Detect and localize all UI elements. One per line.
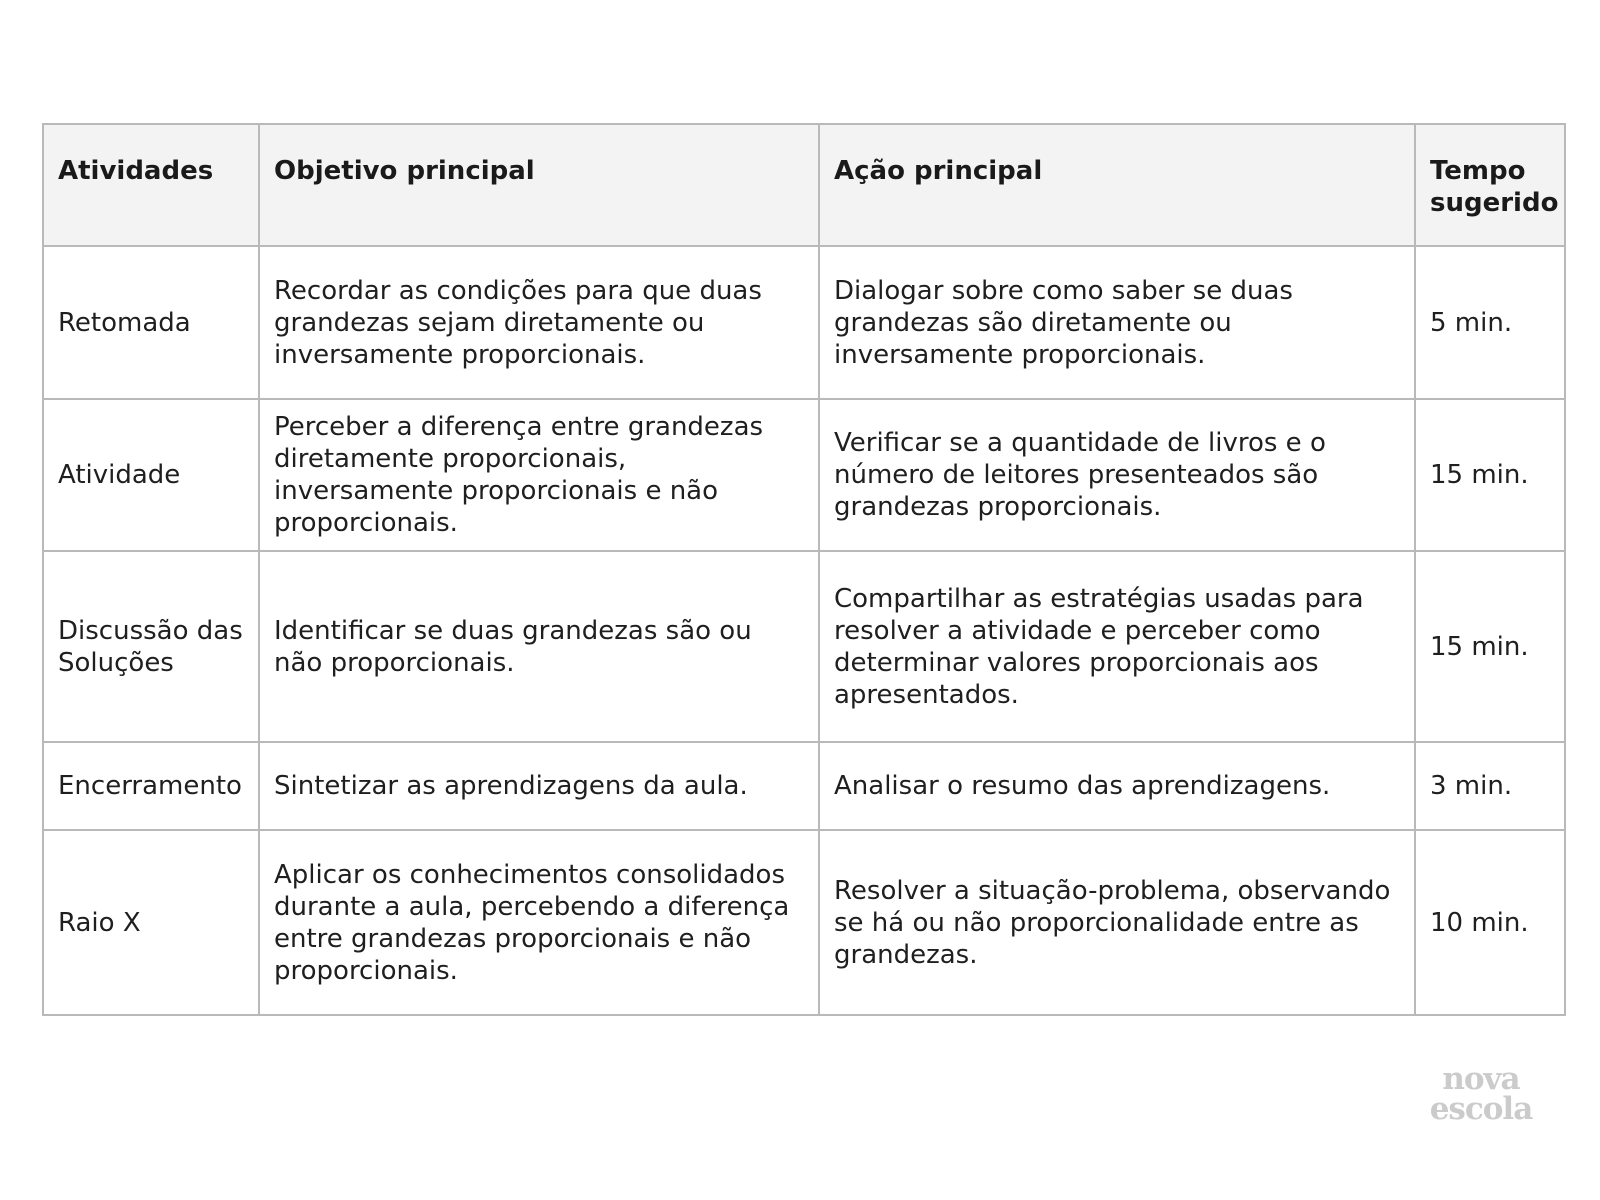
- header-atividades: Atividades: [43, 124, 259, 246]
- logo-line-nova: nova: [1442, 1061, 1520, 1097]
- cell-tempo: 5 min.: [1415, 246, 1565, 399]
- header-acao: Ação principal: [819, 124, 1415, 246]
- cell-objetivo: Identificar se duas grandezas são ou não proporcionais.: [259, 551, 819, 742]
- logo-line-escola: escola: [1429, 1091, 1533, 1127]
- cell-tempo: 3 min.: [1415, 742, 1565, 830]
- cell-atividade: Atividade: [43, 399, 259, 551]
- cell-tempo: 15 min.: [1415, 551, 1565, 742]
- table-header-row: [43, 124, 1565, 246]
- header-tempo: Tempo sugerido: [1415, 124, 1565, 246]
- table-row: [43, 830, 1565, 1015]
- table-row: [43, 551, 1565, 742]
- cell-objetivo: Aplicar os conhecimentos consolidados durante a aula, percebendo a diferença entre grandezas proporcionais e não proporcionais.: [259, 830, 819, 1015]
- cell-acao: Verificar se a quantidade de livros e o número de leitores presenteados são grandezas proporcionais.: [819, 399, 1415, 551]
- cell-tempo: 15 min.: [1415, 399, 1565, 551]
- cell-acao: Analisar o resumo das aprendizagens.: [819, 742, 1415, 830]
- cell-acao: Dialogar sobre como saber se duas grandezas são diretamente ou inversamente proporcionais.: [819, 246, 1415, 399]
- cell-acao: Resolver a situação-problema, observando se há ou não proporcionalidade entre as grandezas.: [819, 830, 1415, 1015]
- lesson-plan-table: [42, 123, 1566, 1016]
- cell-objetivo: Sintetizar as aprendizagens da aula.: [259, 742, 819, 830]
- table-row: [43, 399, 1565, 551]
- table-row: [43, 246, 1565, 399]
- header-objetivo: Objetivo principal: [259, 124, 819, 246]
- nova-escola-logo: [1416, 1061, 1546, 1127]
- cell-atividade: Encerramento: [43, 742, 259, 830]
- cell-atividade: Retomada: [43, 246, 259, 399]
- cell-atividade: Raio X: [43, 830, 259, 1015]
- cell-tempo: 10 min.: [1415, 830, 1565, 1015]
- table-row: [43, 742, 1565, 830]
- cell-acao: Compartilhar as estratégias usadas para resolver a atividade e perceber como determinar valores proporcionais aos apresentados.: [819, 551, 1415, 742]
- cell-atividade: Discussão das Soluções: [43, 551, 259, 742]
- cell-objetivo: Perceber a diferença entre grandezas diretamente proporcionais, inversamente proporcionais e não proporcionais.: [259, 399, 819, 551]
- cell-objetivo: Recordar as condições para que duas grandezas sejam diretamente ou inversamente proporcionais.: [259, 246, 819, 399]
